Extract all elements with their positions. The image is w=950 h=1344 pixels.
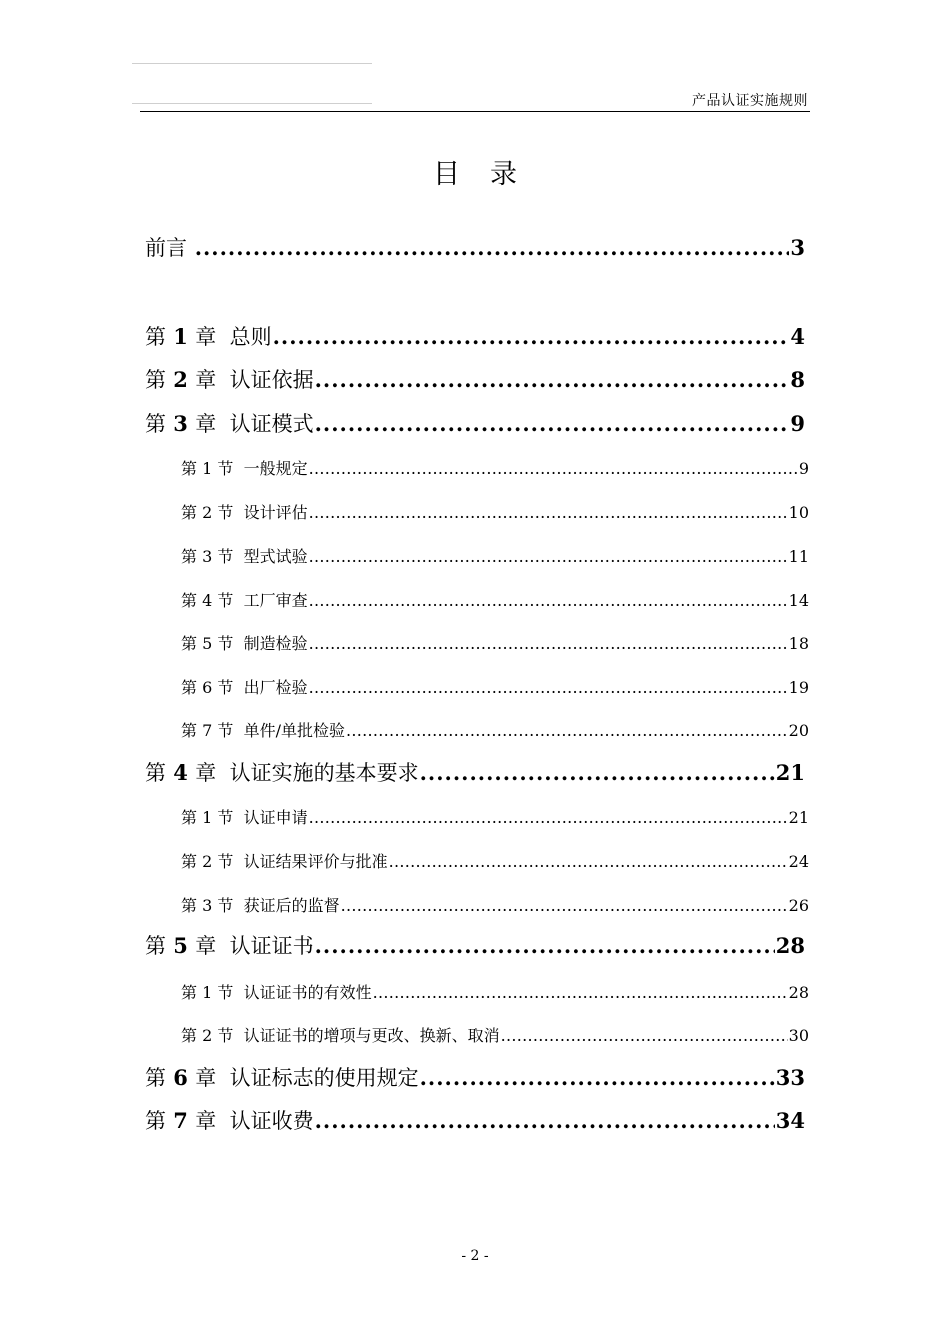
toc-title: 目录 [433,159,547,190]
toc-entry-section[interactable] [181,805,809,828]
toc-entry-label [145,757,419,787]
toc-entry-suffix: 章 [195,1109,217,1133]
toc-dot-leader [195,235,790,260]
toc-dot-leader [309,591,788,610]
toc-entry-title: 制造检验 [243,634,308,653]
toc-entry-suffix: 节 [217,591,234,610]
toc-entry-suffix: 节 [217,721,234,740]
toc-entry-suffix: 节 [217,459,234,478]
toc-entry-suffix: 节 [217,678,234,697]
toc-entry-label [145,364,314,394]
toc-entry-label [181,544,308,567]
toc-dot-leader [309,547,788,566]
toc-entry-title: 认证依据 [229,368,314,392]
toc-entry-prefix: 第 [181,591,198,610]
toc-entry-section[interactable] [181,500,809,523]
toc-entry-prefix: 第 [181,503,198,522]
toc-entry-label [181,718,345,741]
toc-entry-section[interactable] [181,588,809,611]
toc-entry-title: 认证申请 [243,808,308,827]
toc-entry-prefix: 第 [145,934,166,958]
toc-entry-prefix: 第 [145,1109,166,1133]
toc-entry-title: 获证后的监督 [243,896,340,915]
toc-entry-title: 单件/单批检验 [243,721,345,740]
toc-entry-label [145,930,314,960]
toc-entry-title: 认证实施的基本要求 [229,761,419,785]
toc-entry-number: 3 [166,411,196,436]
toc-entry-number: 6 [166,1065,196,1090]
toc-entry-section[interactable] [181,675,809,698]
toc-dot-leader [309,503,788,522]
toc-entry-label [181,456,308,479]
toc-entry-title: 认证结果评价与批准 [243,852,388,871]
toc-entry-page: 21 [788,808,809,827]
toc-entry-label [145,1062,419,1092]
toc-entry-label [181,980,372,1003]
toc-entry-suffix: 节 [217,1026,234,1045]
toc-entry-title: 认证收费 [229,1109,314,1133]
toc-entry-prefix: 第 [181,678,198,697]
toc-entry-title: 认证证书的有效性 [243,983,372,1002]
toc-entry-suffix: 节 [217,983,234,1002]
toc-entry-number: 4 [166,760,196,785]
toc-entry-suffix: 节 [217,634,234,653]
toc-dot-leader [346,721,788,740]
toc-entry-page: 33 [775,1065,805,1090]
toc-entry-suffix: 章 [195,761,217,785]
toc-entry-section[interactable] [181,893,809,916]
toc-entry-suffix: 章 [195,368,217,392]
toc-entry-prefix: 第 [145,368,166,392]
toc-entry-prefix: 第 [181,459,198,478]
toc-entry-number: 1 [166,324,196,349]
toc-dot-leader [309,459,798,478]
toc-entry-number: 2 [166,367,196,392]
toc-entry-prefix: 第 [181,896,198,915]
toc-entry-suffix: 节 [217,808,234,827]
toc-entry-chapter[interactable] [145,1062,805,1092]
toc-entry-title: 认证标志的使用规定 [229,1066,419,1090]
toc-entry-title: 认证证书的增项与更改、换新、取消 [243,1026,500,1045]
toc-dot-leader [389,852,788,871]
toc-entry-page: 9 [790,411,805,436]
toc-entry-chapter[interactable] [145,232,805,262]
toc-entry-page: 24 [788,852,809,871]
toc-entry-suffix: 章 [195,412,217,436]
toc-dot-leader [315,1108,775,1133]
toc-entry-number: 5 [197,634,218,653]
toc-entry-number: 3 [197,896,218,915]
toc-entry-section[interactable] [181,849,809,872]
toc-entry-label [145,321,272,351]
toc-entry-prefix: 第 [181,983,198,1002]
toc-entry-number: 1 [197,459,218,478]
toc-entry-prefix: 第 [145,761,166,785]
toc-entry-section[interactable] [181,1023,809,1046]
toc-entry-page: 14 [788,591,809,610]
toc-entry-page: 3 [790,235,805,260]
toc-entry-label [181,1023,500,1046]
toc-entry-page: 11 [788,547,809,566]
toc-entry-section[interactable] [181,631,809,654]
toc-entry-prefix: 第 [181,1026,198,1045]
toc-entry-page: 20 [788,721,809,740]
toc-dot-leader [315,411,790,436]
toc-entry-prefix: 第 [181,808,198,827]
toc-entry-title: 设计评估 [243,503,308,522]
toc-entry-number: 3 [197,547,218,566]
toc-entry-number: 5 [166,933,196,958]
running-header: 产品认证实施规则 [692,93,808,109]
toc-entry-number: 6 [197,678,218,697]
toc-dot-leader [420,1065,775,1090]
toc-entry-label [145,408,314,438]
toc-dot-leader [501,1026,788,1045]
toc-entry-title: 认证模式 [229,412,314,436]
toc-entry-prefix: 第 [181,852,198,871]
toc-entry-page: 8 [790,367,805,392]
toc-entry-suffix: 节 [217,547,234,566]
toc-entry-title: 认证证书 [229,934,314,958]
toc-dot-leader [420,760,775,785]
toc-entry-number: 2 [197,1026,218,1045]
toc-entry-label [181,849,388,872]
toc-entry-suffix: 章 [195,325,217,349]
toc-entry-page: 10 [788,503,809,522]
toc-entry-chapter[interactable] [145,1105,805,1135]
toc-entry-prefix: 第 [181,721,198,740]
toc-entry-number: 1 [197,983,218,1002]
toc-entry-chapter[interactable] [145,408,805,438]
toc-entry-prefix: 前言 [145,236,187,260]
page-number: - 2 - [461,1248,489,1264]
toc-entry-prefix: 第 [181,634,198,653]
toc-dot-leader [341,896,788,915]
toc-entry-page: 4 [790,324,805,349]
toc-entry-prefix: 第 [145,325,166,349]
toc-dot-leader [309,808,788,827]
toc-entry-number: 4 [197,591,218,610]
toc-entry-label [181,500,308,523]
toc-entry-title: 总则 [229,325,272,349]
toc-dot-leader [309,634,788,653]
toc-entry-prefix: 第 [181,547,198,566]
toc-entry-label [181,631,308,654]
toc-entry-suffix: 章 [195,1066,217,1090]
toc-entry-prefix: 第 [145,412,166,436]
toc-entry-page: 26 [788,896,809,915]
toc-entry-chapter[interactable] [145,364,805,394]
toc-entry-page: 30 [788,1026,809,1045]
toc-entry-label [145,1105,314,1135]
toc-entry-label [145,232,194,262]
toc-entry-label [181,805,308,828]
toc-entry-prefix: 第 [145,1066,166,1090]
toc-entry-page: 18 [788,634,809,653]
toc-entry-page: 19 [788,678,809,697]
toc-entry-number: 2 [197,852,218,871]
toc-entry-suffix: 节 [217,896,234,915]
toc-entry-suffix: 节 [217,852,234,871]
toc-entry-chapter[interactable] [145,930,805,960]
toc-entry-page: 9 [798,459,809,478]
toc-entry-section[interactable] [181,544,809,567]
toc-entry-number: 7 [197,721,218,740]
toc-entry-suffix: 节 [217,503,234,522]
toc-entry-label [181,588,308,611]
toc-entry-title: 一般规定 [243,459,308,478]
toc-entry-section[interactable] [181,456,809,479]
toc-dot-leader [315,933,775,958]
toc-entry-title: 型式试验 [243,547,308,566]
toc-entry-number: 1 [197,808,218,827]
toc-dot-leader [309,678,788,697]
toc-entry-number: 2 [197,503,218,522]
toc-entry-chapter[interactable] [145,757,805,787]
toc-entry-label [181,893,340,916]
toc-entry-label [181,675,308,698]
toc-entry-page: 28 [788,983,809,1002]
toc-dot-leader [315,367,790,392]
toc-dot-leader [373,983,788,1002]
toc-entry-page: 28 [775,933,805,958]
toc-entry-section[interactable] [181,980,809,1003]
toc-entry-number: 7 [166,1108,196,1133]
toc-entry-page: 34 [775,1108,805,1133]
toc-entry-chapter[interactable] [145,321,805,351]
toc-dot-leader [273,324,790,349]
toc-entry-page: 21 [775,760,805,785]
toc-entry-suffix: 章 [195,934,217,958]
toc-entry-title: 工厂审查 [243,591,308,610]
toc-entry-section[interactable] [181,718,809,741]
toc-entry-title: 出厂检验 [243,678,308,697]
